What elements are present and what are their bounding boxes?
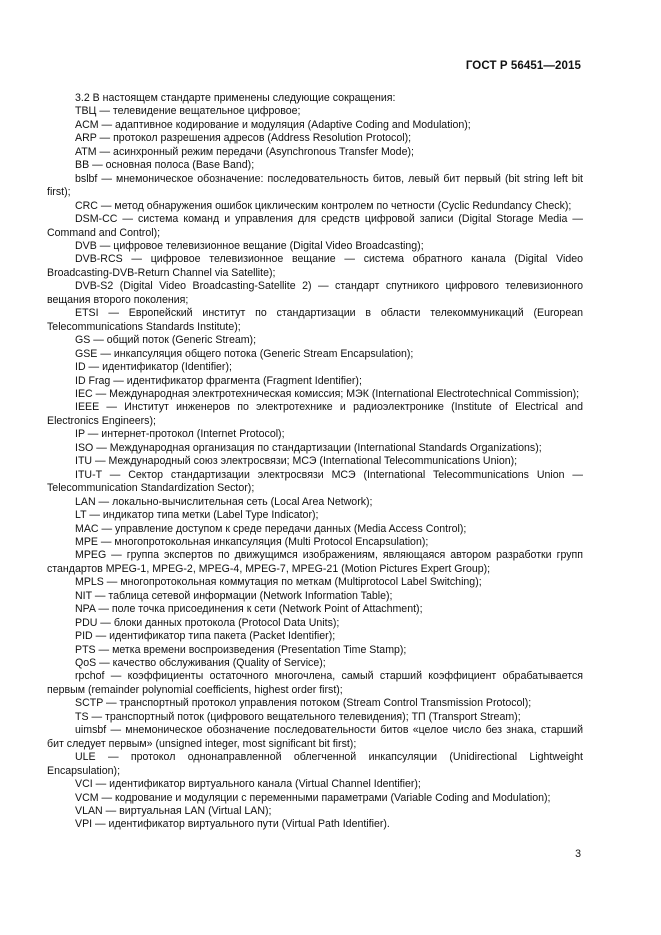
abbreviation-item: MAC — управление доступом к среде передачи данных (Media Access Control); — [75, 522, 467, 535]
abbreviation-item: ACM — адаптивное кодирование и модуляция (Adaptive Coding and Modulation); — [75, 118, 471, 131]
abbreviation-item: MPLS — многопротокольная коммутация по меткам (Multiprotocol Label Switching); — [75, 576, 482, 589]
abbreviation-item: DVB-S2 (Digital Video Broadcasting-Satellite 2) — стандарт спутникого цифрового телевизионного вещания второго поколения; — [47, 280, 583, 306]
abbreviation-item: LAN — локально-вычислительная сеть (Local Area Network); — [75, 495, 373, 508]
abbreviation-item: ETSI — Европейский институт по стандартизации в области телекоммуникаций (European Telecommunications Standards Institute); — [47, 307, 583, 333]
page-number: 3 — [575, 848, 581, 860]
abbreviation-item: ID — идентификатор (Identifier); — [75, 361, 232, 374]
abbreviation-item: MPEG — группа экспертов по движущимся изображениям, являющаяся автором разработки групп стандартов MPEG-1, MPEG-2, MPEG-4, MPEG-7, MPEG-21 (Motion Pictures Expert Group); — [47, 549, 583, 575]
abbreviation-item: ARP — протокол разрешения адресов (Address Resolution Protocol); — [75, 132, 412, 145]
abbreviation-item: MPE — многопротокольная инкапсуляция (Multi Protocol Encapsulation); — [75, 535, 429, 548]
abbreviation-item: ТВЦ — телевидение вещательное цифровое; — [75, 105, 301, 118]
abbreviation-item: NIT — таблица сетевой информации (Network Information Table); — [75, 589, 393, 602]
abbreviation-item: VPI — идентификатор виртуального пути (Virtual Path Identifier). — [75, 818, 390, 831]
abbreviation-item: DSM-CC — система команд и управления для средств цифровой записи (Digital Storage Media — Command and Control); — [47, 213, 583, 239]
abbreviation-item: bslbf — мнемоническое обозначение: последовательность битов, левый бит первый (bit string left bit first); — [47, 172, 583, 199]
abbreviation-item: uimsbf — мнемоническое обозначение последовательности битов «целое число без знака, старший бит следует первым» (unsigned integer, most significant bit first); — [47, 724, 583, 750]
abbreviation-item: ISO — Международная организация по стандартизации (International Standards Organizations); — [75, 441, 542, 454]
abbreviation-item: TS — транспортный поток (цифрового вещательного телевидения); ТП (Transport Stream); — [75, 710, 521, 723]
abbreviation-item: GSE — инкапсуляция общего потока (Generic Stream Encapsulation); — [75, 347, 414, 360]
abbreviation-list — [47, 105, 583, 831]
abbreviation-item: VCM — кодрование и модуляции с переменными параметрами (Variable Coding and Modulation); — [75, 791, 551, 804]
abbreviations-section — [47, 92, 583, 832]
abbreviation-item: DVB-RCS — цифровое телевизионное вещание — система обратного канала (Digital Video Broadcasting-DVB-Return Channel via Satellite); — [47, 253, 583, 279]
document-id-header: ГОСТ Р 56451—2015 — [465, 60, 581, 72]
abbreviation-item: PID — идентификатор типа пакета (Packet Identifier); — [75, 630, 336, 643]
abbreviation-item: ULE — протокол однонаправленной облегченной инкапсуляции (Unidirectional Lightweight Encapsulation); — [47, 751, 583, 777]
abbreviation-item: VLAN — виртуальная LAN (Virtual LAN); — [75, 805, 272, 818]
abbreviation-item: NPA — поле точка присоединения к сети (Network Point of Attachment); — [75, 603, 423, 616]
abbreviation-item: PTS — метка времени воспроизведения (Presentation Time Stamp); — [75, 643, 407, 656]
abbreviation-item: LT — индикатор типа метки (Label Type Indicator); — [75, 509, 319, 522]
abbreviation-item: VCI — идентификатор виртуального канала (Virtual Channel Identifier); — [75, 778, 421, 791]
abbreviation-item: DVB — цифровое телевизионное вещание (Digital Video Broadcasting); — [75, 239, 424, 252]
abbreviation-item: IP — интернет-протокол (Internet Protocol); — [75, 428, 285, 441]
abbreviation-item: CRC — метод обнаружения ошибок циклическим контролем по четности (Cyclic Redundancy Check); — [75, 199, 572, 212]
abbreviation-item: GS — общий поток (Generic Stream); — [75, 334, 257, 347]
abbreviation-item: SCTP — транспортный протокол управления потоком (Stream Control Transmission Protocol); — [75, 697, 532, 710]
section-intro: 3.2 В настоящем стандарте применены следующие сокращения: — [75, 92, 396, 104]
abbreviation-item: IEEE — Институт инженеров по электротехнике и радиоэлектронике (Institute of Electrical and Electronics Engineers); — [47, 401, 583, 427]
abbreviation-item: PDU — блоки данных протокола (Protocol Data Units); — [75, 616, 340, 629]
abbreviation-item: QoS — качество обслуживания (Quality of Service); — [75, 657, 326, 670]
abbreviation-item: IEC — Международная электротехническая комиссия; МЭК (International Electrotechnical Commission); — [75, 387, 580, 400]
abbreviation-item: ID Frag — идентификатор фрагмента (Fragment Identifier); — [75, 374, 362, 387]
abbreviation-item: ITU-T — Сектор стандартизации электросвязи МСЭ (International Telecommunications Union — Telecommunication Standardization Sector); — [47, 468, 583, 495]
abbreviation-item: rpchof — коэффициенты остаточного многочлена, самый старший коэффициент обрабатывается первым (remainder polynomial coefficients, highest order first); — [47, 670, 583, 696]
abbreviation-item: ATM — асинхронный режим передачи (Asynchronous Transfer Mode); — [75, 145, 414, 158]
abbreviation-item: ITU — Международный союз электросвязи; МСЭ (International Telecommunications Union); — [75, 455, 518, 468]
abbreviation-item: BB — основная полоса (Base Band); — [75, 159, 255, 172]
